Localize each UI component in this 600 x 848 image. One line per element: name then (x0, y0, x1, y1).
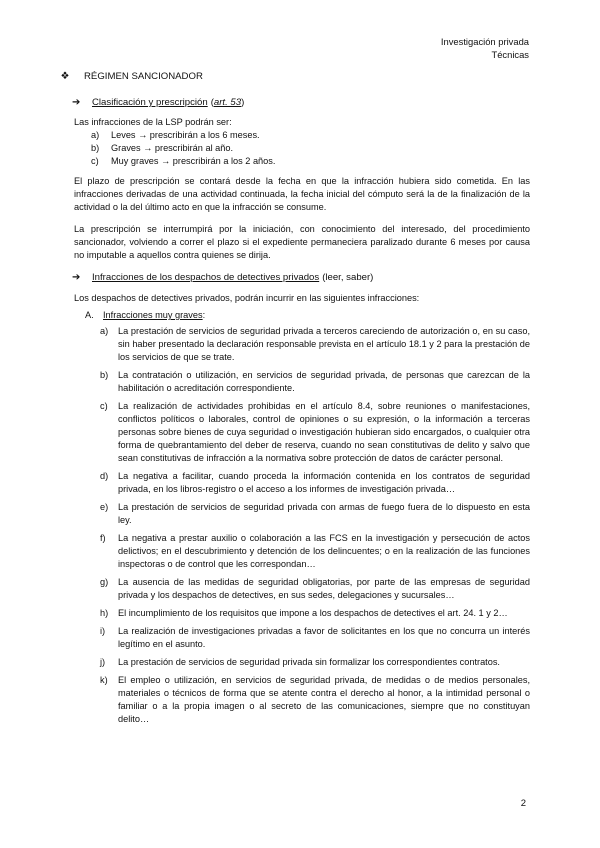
section-title: RÉGIMEN SANCIONADOR (84, 71, 203, 82)
list-item: b) La contratación o utilización, en servicios de seguridad privada, de personas que carezcan de la habilitación o acreditación correspondiente. (100, 370, 530, 393)
list-item: d) La negativa a facilitar, cuando proceda la información contenida en los contratos de seguridad privada, en los libros-registro o el acceso a los informes de investigación privada… (100, 471, 530, 494)
subheading-clasificacion (72, 96, 530, 109)
subheading-note: (leer, saber) (322, 272, 374, 283)
arrow-right-icon: ➔ (72, 97, 81, 108)
subheading-title: Infracciones de los despachos de detectives privados (92, 272, 320, 283)
list-item: g) La ausencia de las medidas de seguridad obligatorias, por parte de las empresas de seguridad privada y los despachos de detectives, en sus sedes, delegaciones y sucursales… (100, 577, 530, 600)
list-item: e) La prestación de servicios de seguridad privada con armas de fuego fuera de lo dispuesto en esta ley. (100, 502, 530, 525)
header-line-2: Técnicas (491, 49, 529, 60)
section-heading (58, 70, 530, 83)
list-item: a) La prestación de servicios de seguridad privada a terceros careciendo de autorización o, en su caso, sin haber presentado la declaración responsable prevista en el artículo 18.1 y 2 para la prestación de los servicios de que se trate. (100, 326, 530, 362)
list-item: c) La realización de actividades prohibidas en el artículo 8.4, sobre reuniones o manifestaciones, conflictos políticos o laborales, control de opiniones o su expresión, o la información a terceras personas sobre bienes de cuya seguridad o investigación hubieran sido encargados, o cualquier otra forma de quebrantamiento del deber de reserva, cuando no sean constitutivas de delito y salvo que sean constitutivas de infracción a la normativa sobre protección de datos de carácter personal. (100, 401, 530, 463)
header-line-1: Investigación privada (440, 36, 529, 47)
list-item: c) Muy graves → prescribirán a los 2 años. (91, 156, 276, 166)
subheading-infracciones (72, 271, 530, 284)
document-body (58, 70, 530, 731)
paragraph-plazo: El plazo de prescripción se contará desde la fecha en que la infracción hubiera sido cometida. En las infracciones derivadas de una actividad continuada, la fecha inicial del cómputo será la de la finalización de la actividad o la del último acto en que la infracción se consume. (74, 176, 530, 212)
list-item: f) La negativa a prestar auxilio o colaboración a las FCS en la investigación y persecución de actos delictivos; en el descubrimiento y detención de los delincuentes; o en la realización de las funciones inspectoras o de control que les correspondan… (100, 533, 530, 569)
list-item: j) La prestación de servicios de seguridad privada sin formalizar los correspondientes contratos. (100, 657, 500, 667)
article-reference: (art. 53) (210, 97, 245, 108)
subheading-title: Clasificación y prescripción (92, 97, 208, 108)
intro-text: Las infracciones de la LSP podrán ser: (74, 117, 232, 127)
prescription-list (91, 129, 530, 168)
list-item: k) El empleo o utilización, en servicios de seguridad privada, de medidas o de medios personales, materiales o técnicos de forma que se atente contra el derecho al honor, a la intimidad personal o familiar o a la propia imagen o al secreto de las comunicaciones, siempre que no constituyan delito… (100, 675, 530, 724)
page-header (441, 35, 529, 61)
intro-infracciones: Los despachos de detectives privados, podrán incurrir en las siguientes infracciones: (74, 293, 420, 303)
list-item: i) La realización de investigaciones privadas a favor de solicitantes en los que no concurra un interés legítimo en el asunto. (100, 626, 530, 649)
list-item: b) Graves → prescribirán al año. (91, 143, 234, 153)
arrow-right-icon: ➔ (72, 272, 81, 283)
list-item: h) El incumplimiento de los requisitos que impone a los despachos de detectives el art. 24. 1 y 2… (100, 608, 508, 618)
page-number: 2 (520, 798, 526, 809)
diamond-bullet-icon: ❖ (60, 71, 70, 82)
category-heading: A. Infracciones muy graves: (85, 310, 206, 320)
list-item: a) Leves → prescribirán a los 6 meses. (91, 130, 260, 140)
infractions-list (100, 325, 530, 726)
paragraph-interrupcion: La prescripción se interrumpirá por la iniciación, con conocimiento del interesado, del procedimiento sancionador, volviendo a correr el plazo si el expediente permaneciera paralizado durante 6 meses por causa no imputable a aquellos contra quienes se dirija. (74, 224, 530, 260)
